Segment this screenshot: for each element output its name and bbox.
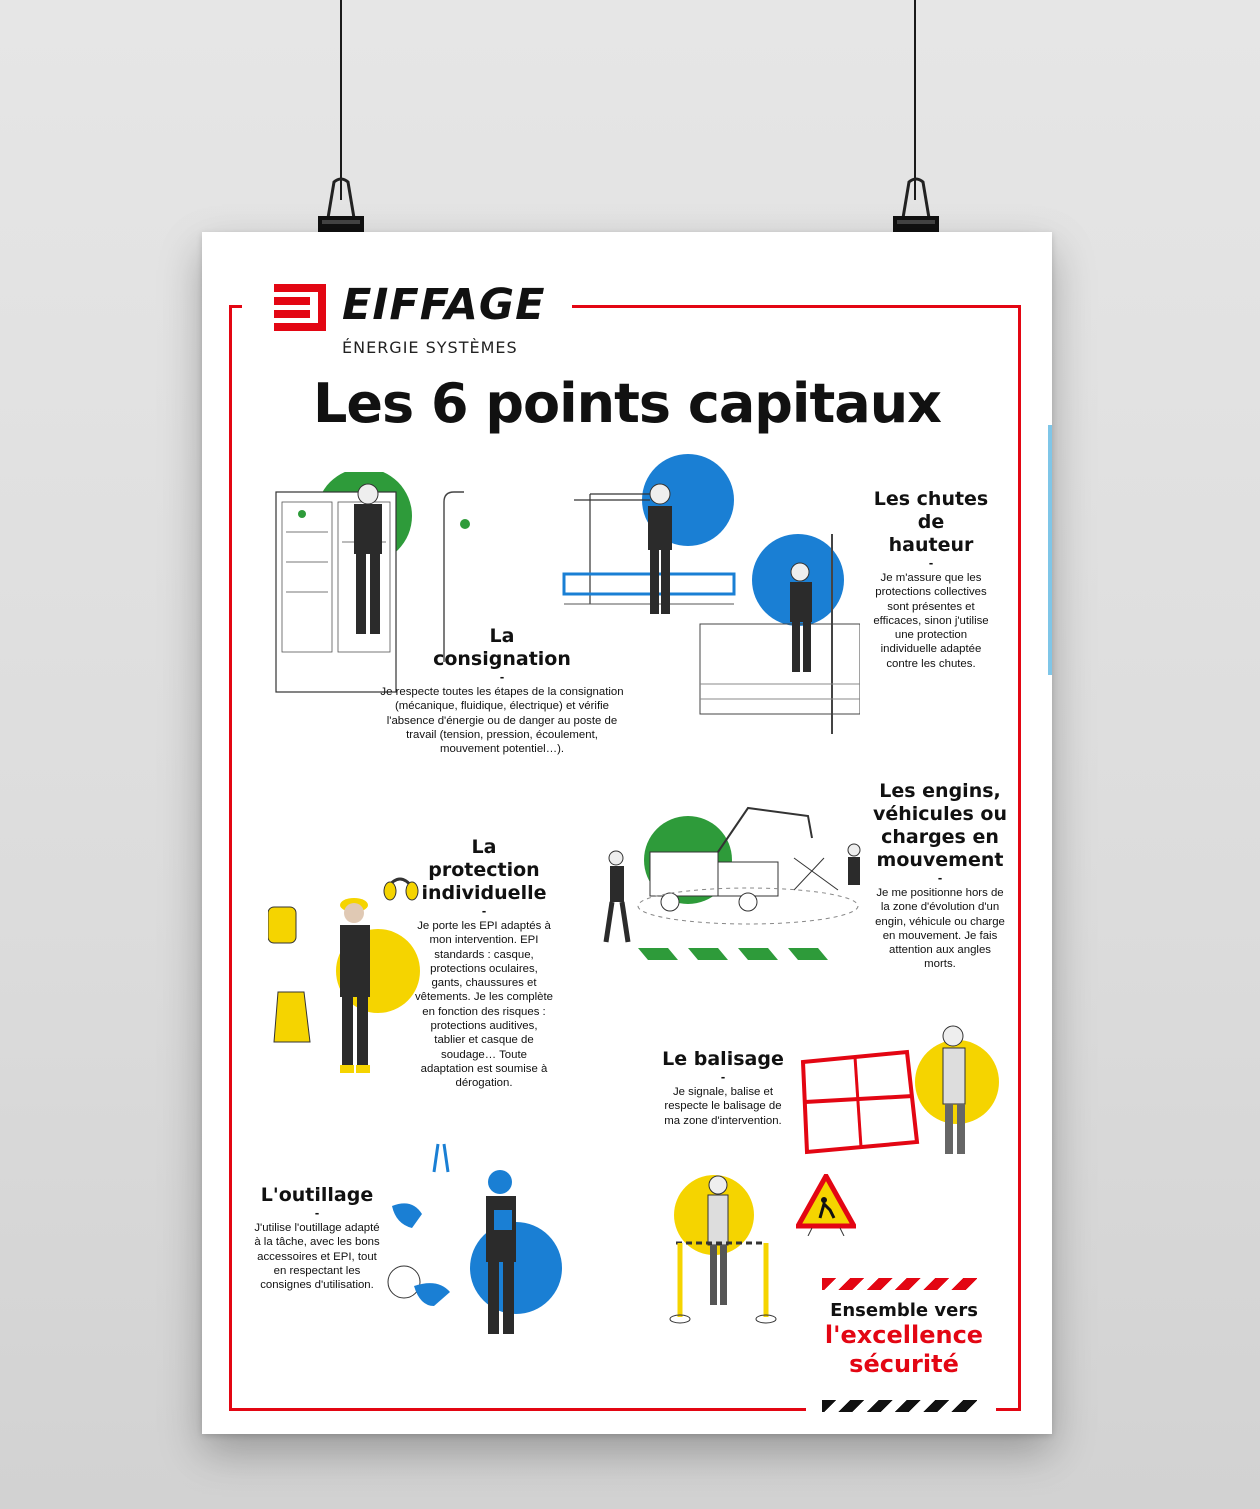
- brand-subtitle: ÉNERGIE SYSTÈMES: [342, 338, 518, 357]
- point-chutes-de-hauteur: [866, 488, 996, 671]
- title-line: La protection: [428, 836, 540, 881]
- title-line: L'outillage: [260, 1184, 374, 1206]
- point-outillage-title: [252, 1184, 382, 1207]
- left-hanging-wire: [340, 0, 342, 200]
- separator-dash: -: [720, 1069, 726, 1084]
- title-line: individuelle: [421, 882, 547, 904]
- eiffage-logo-icon: [274, 284, 334, 334]
- point-engins-text: Je me positionne hors de la zone d'évolution d'un engin, véhicule ou charge en mouvement. Je fais attention aux angles morts.: [875, 887, 1005, 971]
- point-consignation-text: Je respecte toutes les étapes de la consignation (mécanique, fluidique, électrique) et vérifie l'absence d'énergie ou de danger au poste de travail (tension, pression, écoulement, mouvement potentiel…).: [380, 686, 624, 756]
- barrier-illustration: [797, 1012, 1007, 1162]
- point-consignation-title: [377, 625, 627, 671]
- brand-name: EIFFAGE: [342, 280, 546, 330]
- roadwork-sign-icon: [796, 1174, 856, 1236]
- title-line: mouvement: [876, 849, 1004, 871]
- title-line: hauteur: [888, 534, 974, 556]
- slogan-line-1: Ensemble vers: [830, 1300, 978, 1321]
- point-consignation: [377, 625, 627, 756]
- separator-dash: -: [928, 555, 934, 570]
- safety-poster: [202, 232, 1052, 1434]
- point-outillage-text: J'utilise l'outillage adapté à la tâche, avec les bons accessoires et EPI, tout en respectant les consignes d'utilisation.: [254, 1222, 380, 1292]
- point-balisage-title: [658, 1048, 788, 1071]
- slogan-line-3: sécurité: [849, 1350, 959, 1378]
- page-title: Les 6 points capitaux: [313, 372, 941, 435]
- title-line: Le balisage: [662, 1048, 784, 1070]
- right-hanging-wire: [914, 0, 916, 200]
- point-engins: [872, 780, 1008, 972]
- poster-edge-accent: [1048, 425, 1052, 675]
- hazard-stripe-top: [822, 1278, 977, 1290]
- title-line: charges en: [881, 826, 999, 848]
- title-line: consignation: [433, 648, 571, 670]
- point-chutes-title: [866, 488, 996, 557]
- point-protection-text: Je porte les EPI adaptés à mon intervention. EPI standards : casque, protections oculaires, gants, chaussures et vêtements. Je les complète en fonction des risques : protections auditives, tablier et casque de soudage… Toute adaptation est soumise à dérogation.: [414, 920, 554, 1090]
- ppe-illustration: [268, 847, 438, 1097]
- point-engins-title: [872, 780, 1008, 872]
- point-balisage-text: Je signale, balise et respecte le balisage de ma zone d'intervention.: [664, 1086, 782, 1127]
- point-balisage: [658, 1048, 788, 1128]
- separator-dash: -: [314, 1205, 320, 1220]
- separator-dash: -: [937, 870, 943, 885]
- title-line: Les engins,: [879, 780, 1001, 802]
- title-line: véhicules ou: [872, 803, 1007, 825]
- slogan-line-2: l'excellence: [824, 1321, 984, 1349]
- slogan-block: [814, 1300, 994, 1379]
- hazard-stripe-bottom: [822, 1400, 977, 1412]
- point-protection-title: [414, 836, 554, 905]
- vehicles-illustration: [598, 798, 868, 998]
- title-line: La: [489, 625, 515, 647]
- point-chutes-text: Je m'assure que les protections collectives sont présentes et efficaces, sinon j'utilise une protection individuelle adaptée contre les chutes.: [873, 572, 989, 670]
- barrier-post-illustration: [666, 1167, 786, 1337]
- point-protection-individuelle: [414, 836, 554, 1091]
- title-line: Les chutes: [873, 488, 989, 510]
- separator-dash: -: [499, 669, 505, 684]
- tools-illustration: [378, 1140, 578, 1350]
- point-outillage: [252, 1184, 382, 1292]
- title-line: de: [917, 511, 945, 533]
- separator-dash: -: [481, 903, 487, 918]
